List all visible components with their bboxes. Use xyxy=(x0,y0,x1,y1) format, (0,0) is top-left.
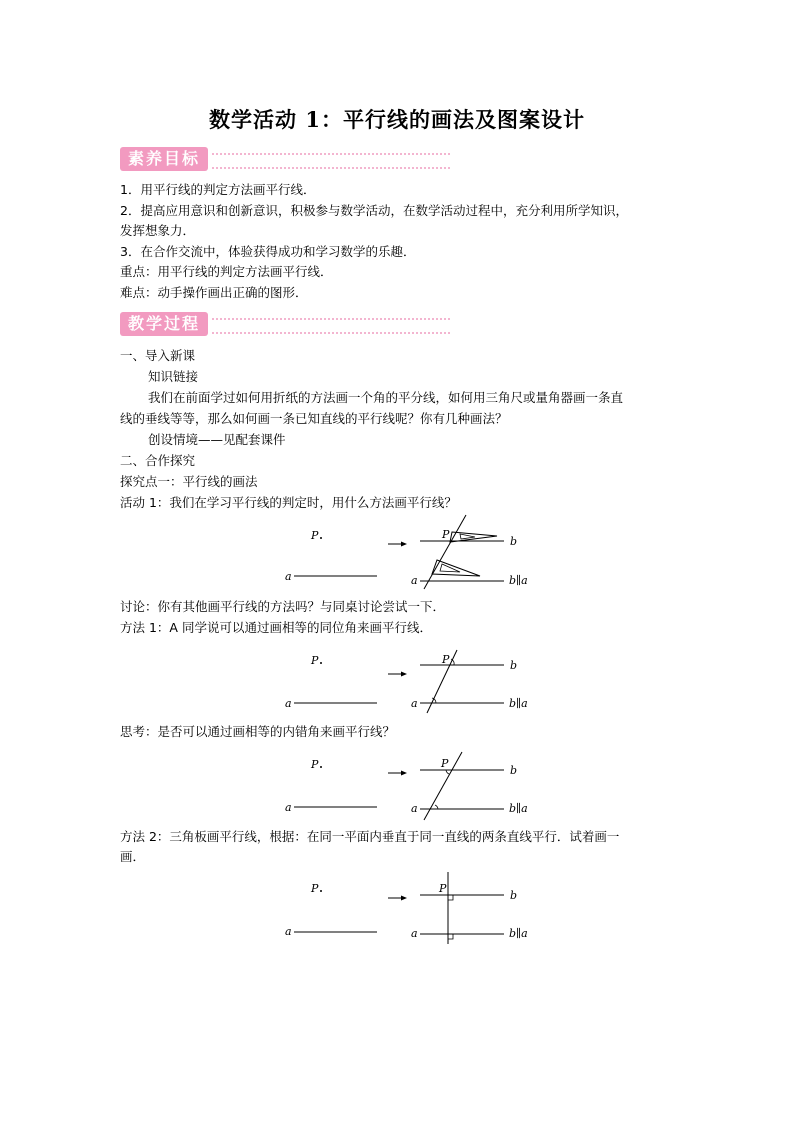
line-label: b xyxy=(510,659,518,672)
key-point: 重点：用平行线的判定方法画平行线． xyxy=(120,264,333,279)
line-label: a xyxy=(411,802,418,815)
activity-text: 活动 1：我们在学习平行线的判定时，用什么方法画平行线？ xyxy=(120,495,457,510)
line-label: a xyxy=(411,697,418,710)
paragraph-line: 线的垂线等等，那么如何画一条已知直线的平行线呢？你有几种画法？ xyxy=(120,411,508,426)
goals-banner-label: 素养目标 xyxy=(120,147,208,171)
line-label: a xyxy=(411,574,418,587)
figure-ruler-sliding xyxy=(280,512,550,590)
point-label: P xyxy=(311,882,319,895)
method-text: 方法 2：三角板画平行线，根据：在同一平面内垂直于同一直线的两条直线平行．试着画一 xyxy=(120,829,620,844)
line-label: a xyxy=(285,570,292,583)
figure-perpendicular xyxy=(280,870,550,946)
line-label: b xyxy=(510,764,518,777)
figure-corresponding-angles xyxy=(280,647,550,715)
process-banner xyxy=(120,312,450,338)
subheading: 知识链接 xyxy=(148,369,199,384)
method-text: 画． xyxy=(120,849,146,864)
line-label: a xyxy=(285,697,292,710)
goals-banner xyxy=(120,147,450,173)
banner-dots xyxy=(212,153,450,169)
point-label: P xyxy=(439,882,447,895)
point-label: P xyxy=(311,654,319,667)
point-label: P xyxy=(442,528,450,541)
goal-line: 3．在合作交流中，体验获得成功和学习数学的乐趣． xyxy=(120,244,416,259)
line-label: b∥a xyxy=(509,574,528,587)
process-banner-label: 教学过程 xyxy=(120,312,208,336)
point-label: P xyxy=(311,758,319,771)
line-label: a xyxy=(285,801,292,814)
line-label: b∥a xyxy=(509,697,528,710)
line-label: b xyxy=(510,889,518,902)
line-label: a xyxy=(285,925,292,938)
line-label: b xyxy=(510,535,518,548)
figure-alternate-angles xyxy=(280,750,550,822)
line-label: b∥a xyxy=(509,927,528,940)
goal-line: 发挥想象力． xyxy=(120,223,196,238)
point-label: P xyxy=(441,757,449,770)
goal-line: 2．提高应用意识和创新意识，积极参与数学活动，在数学活动过程中，充分利用所学知识， xyxy=(120,203,628,218)
line-label: a xyxy=(411,927,418,940)
section-heading: 一、导入新课 xyxy=(120,348,196,363)
explore-point: 探究点一：平行线的画法 xyxy=(120,474,258,489)
point-label: P xyxy=(311,529,319,542)
difficult-point: 难点：动手操作画出正确的图形． xyxy=(120,285,308,300)
subheading: 创设情境——见配套课件 xyxy=(148,432,286,447)
think-text: 思考：是否可以通过画相等的内错角来画平行线？ xyxy=(120,724,396,739)
discussion-text: 讨论：你有其他画平行线的方法吗？与同桌讨论尝试一下． xyxy=(120,599,446,614)
point-label: P xyxy=(442,653,450,666)
banner-dots xyxy=(212,318,450,334)
line-label: b∥a xyxy=(509,802,528,815)
section-heading: 二、合作探究 xyxy=(120,453,196,468)
page-title: 数学活动 1：平行线的画法及图案设计 xyxy=(209,107,585,132)
goal-line: 1．用平行线的判定方法画平行线． xyxy=(120,182,316,197)
paragraph-line: 我们在前面学过如何用折纸的方法画一个角的平分线，如何用三角尺或量角器画一条直 xyxy=(148,390,624,405)
method-text: 方法 1：A 同学说可以通过画相等的同位角来画平行线． xyxy=(120,620,432,635)
